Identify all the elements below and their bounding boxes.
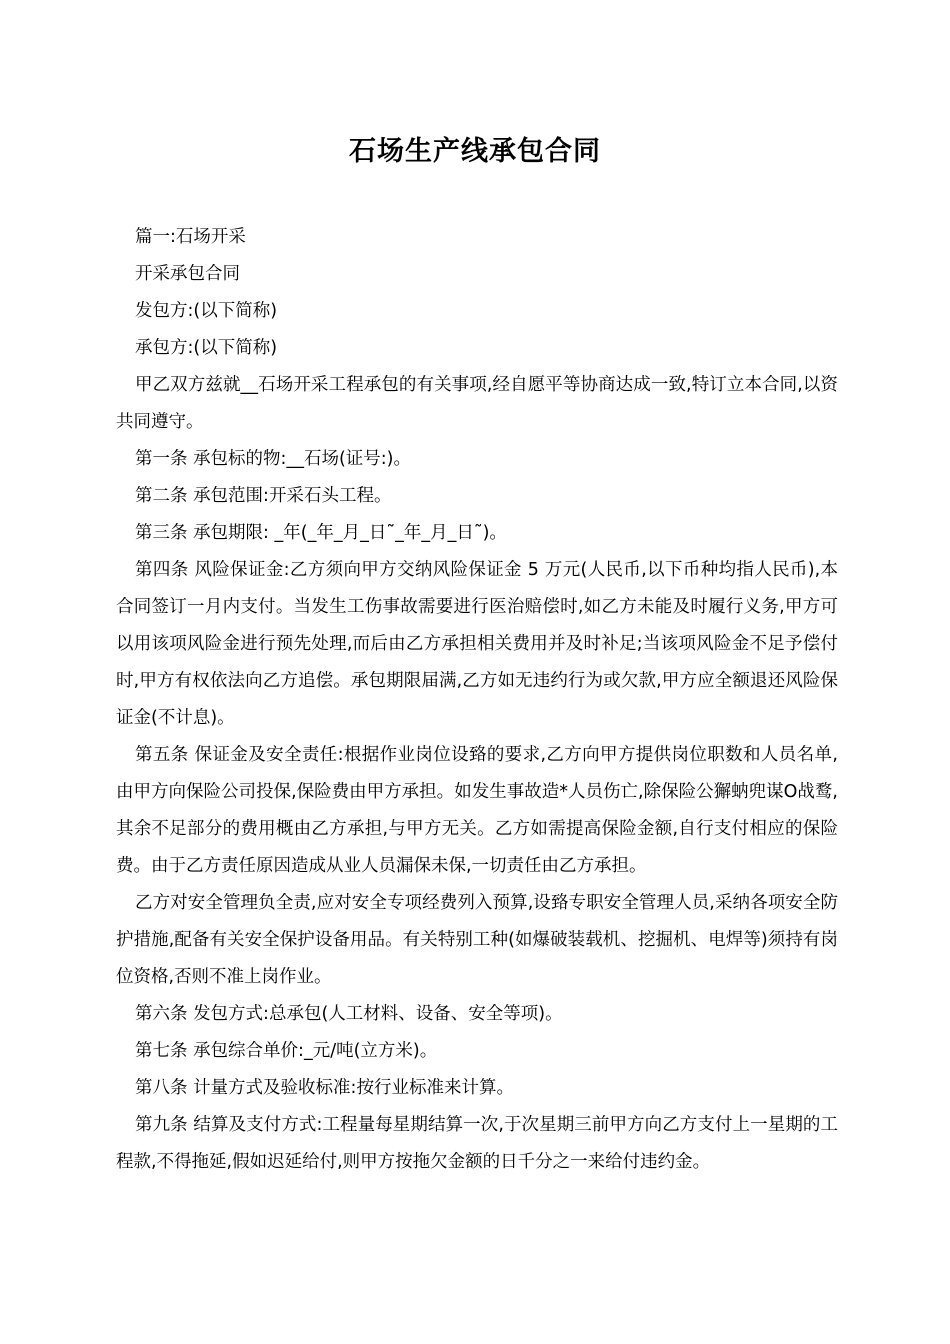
- article-9: 第九条 结算及支付方式:工程量每星期结算一次,于次星期三前甲方向乙方支付上一星期的工程款,不得拖延,假如迟延给付,则甲方按拖欠金额的日千分之一来给付违约金。: [116, 1115, 838, 1172]
- document-body: [116, 219, 838, 1181]
- article-5-continued: 乙方对安全管理负全责,应对安全专项经费列入预算,设臵专职安全管理人员,采纳各项安全防护措施,配备有关安全保护设备用品。有关特别工种(如爆破装载机、挖掘机、电焊等)须持有岗位资格,否则不准上岗作业。: [116, 893, 838, 987]
- article-1: 第一条 承包标的物:__石场(证号:)。: [135, 449, 412, 469]
- article-7: 第七条 承包综合单价:_元/吨(立方米)。: [135, 1041, 438, 1061]
- article-4: 第四条 风险保证金:乙方须向甲方交纳风险保证金 5 万元(人民币,以下币种均指人民币),本合同签订一月内支付。当发生工伤事故需要进行医治赔偿时,如乙方未能及时履行义务,甲方可以用该项风险金进行预先处理,而后由乙方承担相关费用并及时补足;当该项风险金不足予偿付时,甲方有权依法向乙方追偿。承包期限届满,乙方如无违约行为或欠款,甲方应全额退还风险保证金(不计息)。: [116, 560, 838, 728]
- article-3: 第三条 承包期限: _年(_年_月_日˜_年_月_日˜)。: [135, 523, 507, 543]
- contract-subtitle: 开采承包合同: [135, 264, 240, 284]
- article-8: 第八条 计量方式及验收标准:按行业标准来计算。: [135, 1078, 514, 1098]
- section-heading: 篇一:石场开采: [135, 227, 246, 247]
- document-title: 石场生产线承包合同: [349, 136, 601, 167]
- article-2: 第二条 承包范围:开采石头工程。: [135, 486, 392, 506]
- party-b-line: 承包方:(以下简称): [135, 338, 278, 358]
- article-6: 第六条 发包方式:总承包(人工材料、设备、安全等项)。: [135, 1004, 563, 1024]
- preamble-paragraph: 甲乙双方兹就__石场开采工程承包的有关事项,经自愿平等协商达成一致,特订立本合同,以资共同遵守。: [116, 375, 838, 432]
- party-a-line: 发包方:(以下简称): [135, 301, 278, 321]
- article-5: 第五条 保证金及安全责任:根据作业岗位设臵的要求,乙方向甲方提供岗位职数和人员名单,由甲方向保险公司投保,保险费由甲方承担。如发生事故造*人员伤亡,除保险公獬蚋兜谋O战鹜,其余不足部分的费用概由乙方承担,与甲方无关。乙方如需提高保险金额,自行支付相应的保险费。由于乙方责任原因造成从业人员漏保未保,一切责任由乙方承担。: [116, 745, 838, 876]
